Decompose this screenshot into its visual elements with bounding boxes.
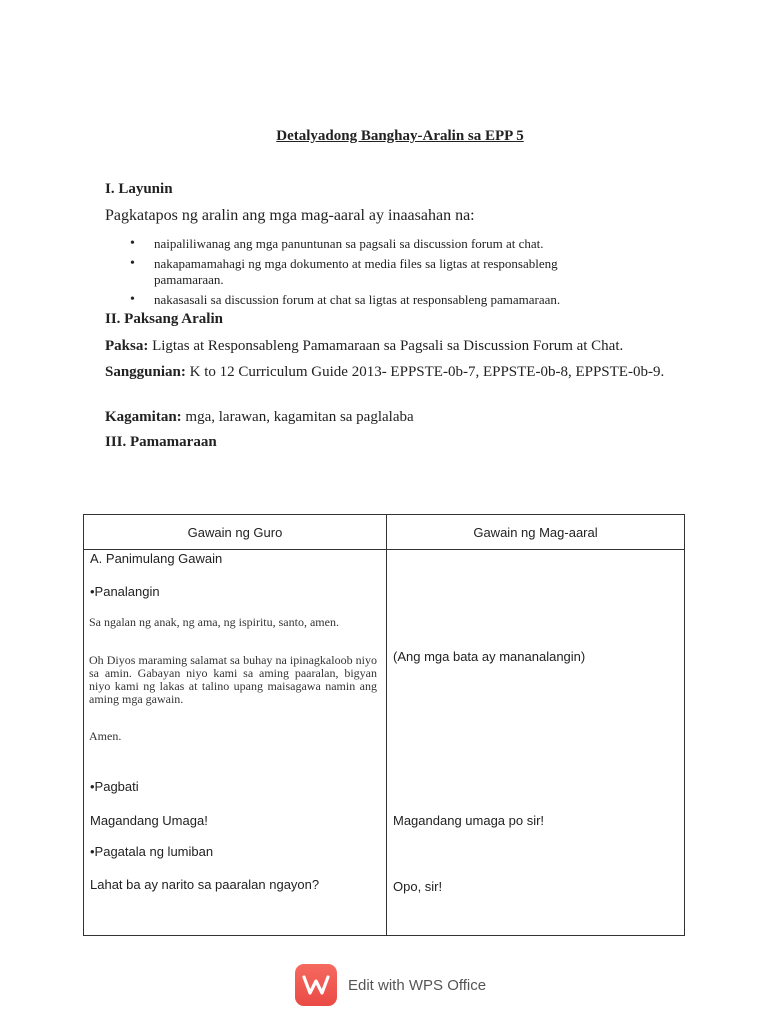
- header-gawain-guro: Gawain ng Guro: [84, 515, 387, 550]
- table-row: [84, 550, 685, 936]
- pagbati-label: •Pagbati: [90, 779, 139, 794]
- sanggunian-field: [105, 362, 685, 382]
- paksa-label: Paksa:: [105, 338, 149, 354]
- panalangin-label: •Panalangin: [90, 584, 160, 599]
- objective-item: • naipaliliwanag ang mga panuntunan sa pagsali sa discussion forum at chat.: [130, 236, 630, 252]
- teacher-activity-cell: [84, 550, 387, 936]
- attendance-question: Lahat ba ay narito sa paaralan ngayon?: [90, 877, 320, 892]
- attendance-response: Opo, sir!: [393, 879, 443, 894]
- kagamitan-field: [105, 407, 685, 427]
- section-heading-paksang-aralin: II. Paksang Aralin: [105, 311, 223, 327]
- sanggunian-label: Sanggunian:: [105, 364, 186, 380]
- wps-w-glyph: [302, 974, 330, 996]
- activity-heading: A. Panimulang Gawain: [90, 551, 223, 566]
- section-heading-pamamaraan: III. Pamamaraan: [105, 434, 217, 450]
- table-header-row: [84, 515, 685, 550]
- wps-office-logo-icon[interactable]: [295, 964, 337, 1006]
- objectives-intro: Pagkatapos ng aralin ang mga mag-aaral ay inaasahan na:: [105, 207, 475, 224]
- lesson-table: [83, 514, 685, 936]
- prayer-paragraph: Oh Diyos maraming salamat sa buhay na ipinagkaloob niyo sa amin. Gabayan niyo kami sa aming paaralan, bigyan niyo kami ng lakas at talino upang maisagawa namin ang aming mga gawain.: [89, 653, 377, 706]
- wps-edit-label[interactable]: Edit with WPS Office: [348, 976, 487, 994]
- prayer-line: Sa ngalan ng anak, ng ama, ng ispiritu, santo, amen.: [89, 615, 339, 629]
- greeting-text: Magandang Umaga!: [90, 813, 208, 828]
- attendance-label: •Pagatala ng lumiban: [90, 844, 214, 859]
- student-activity-cell: [387, 550, 685, 936]
- wps-edit-banner[interactable]: [295, 964, 486, 1006]
- paksa-field: [105, 336, 685, 356]
- kagamitan-label: Kagamitan:: [105, 409, 182, 425]
- section-heading-layunin: I. Layunin: [105, 181, 173, 197]
- kagamitan-value: mga, larawan, kagamitan sa paglalaba: [185, 409, 414, 425]
- objective-item: • nakapamamahagi ng mga dokumento at media files sa ligtas at responsableng pamamaraan.: [130, 256, 630, 288]
- objective-item: • nakasasali sa discussion forum at chat sa ligtas at responsableng pamamaraan.: [130, 292, 630, 308]
- prayer-amen: Amen.: [89, 729, 122, 743]
- greeting-response: Magandang umaga po sir!: [393, 813, 545, 828]
- objectives-list: [130, 236, 630, 312]
- paksa-value: Ligtas at Responsableng Pamamaraan sa Pagsali sa Discussion Forum at Chat.: [152, 338, 624, 354]
- prayer-response: (Ang mga bata ay mananalangin): [393, 649, 586, 664]
- sanggunian-value: K to 12 Curriculum Guide 2013- EPPSTE-0b-7, EPPSTE-0b-8, EPPSTE-0b-9.: [189, 364, 665, 380]
- header-gawain-mag-aaral: Gawain ng Mag-aaral: [387, 515, 685, 550]
- document-title: Detalyadong Banghay-Aralin sa EPP 5: [276, 128, 524, 144]
